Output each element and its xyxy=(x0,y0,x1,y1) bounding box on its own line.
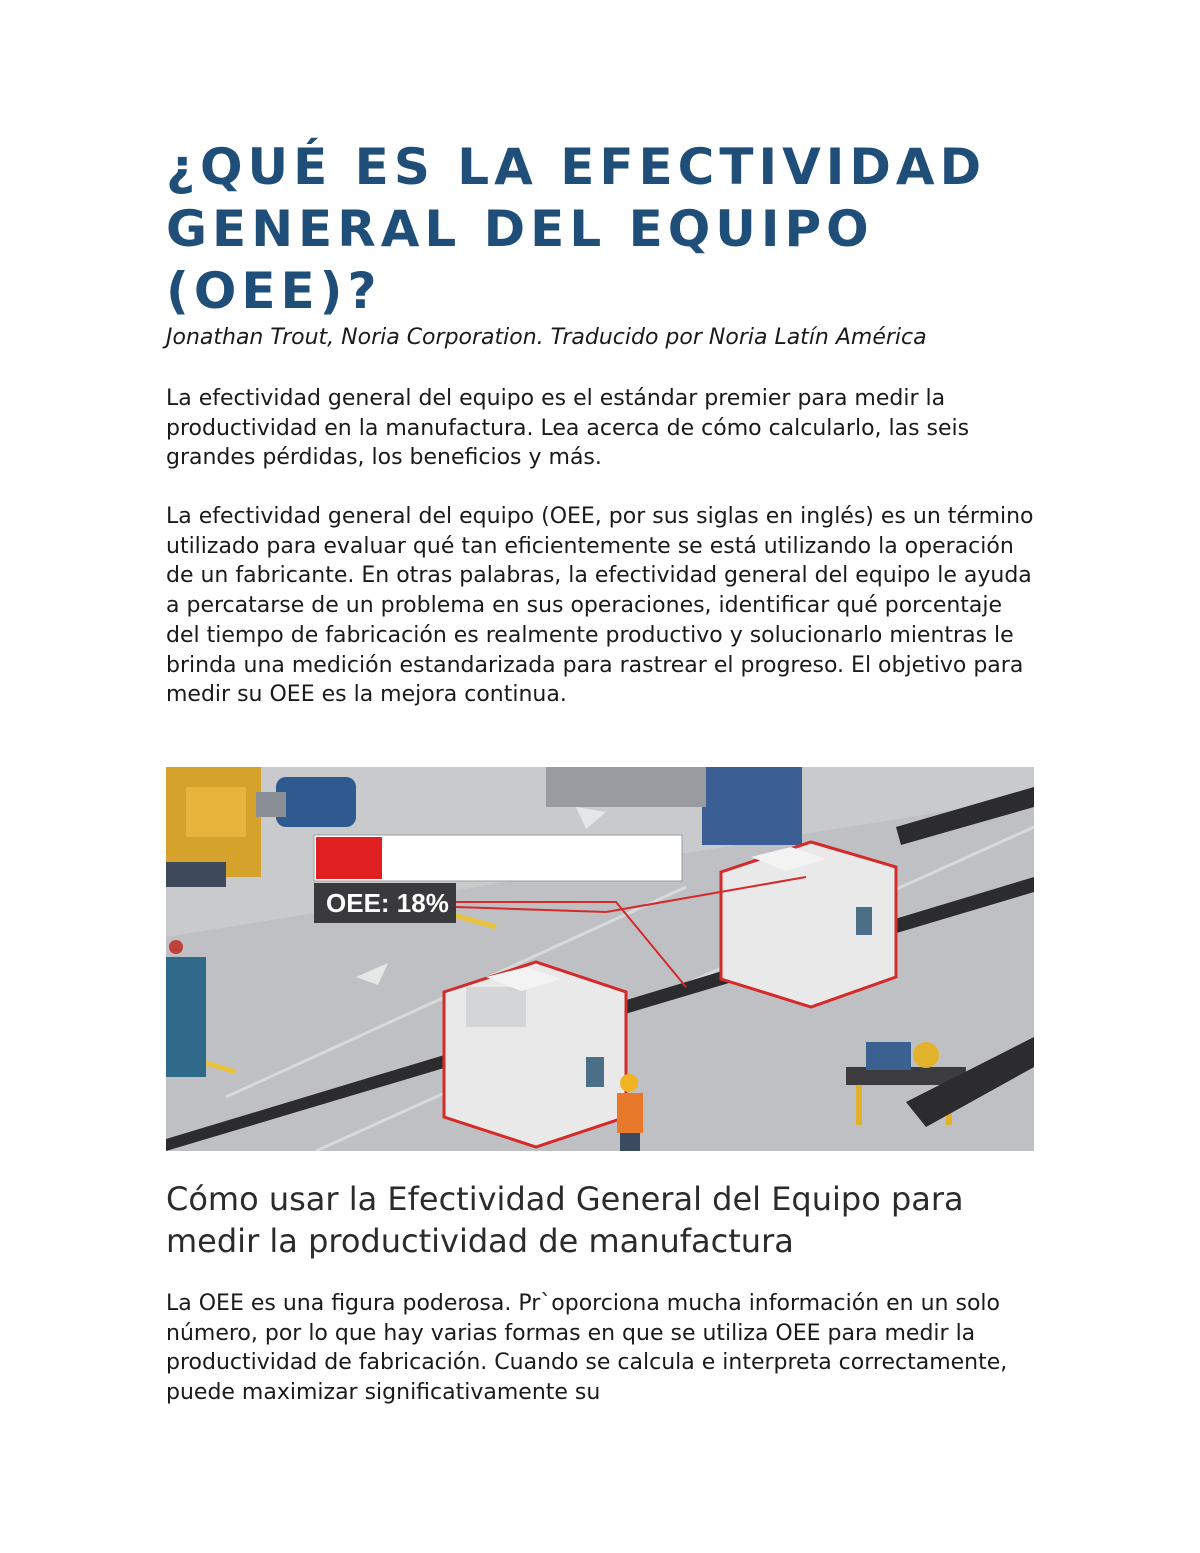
summary-paragraph: La efectividad general del equipo es el estándar premier para medir la productividad en la manufactura. Lea acerca de cómo calcularlo, las seis grandes pérdidas, los beneficios y más. xyxy=(166,386,970,471)
document-title: ¿QUÉ ES LA EFECTIVIDAD GENERAL DEL EQUIPO (OEE)? xyxy=(166,138,987,320)
oee-illustration xyxy=(166,767,1034,1151)
oee-label: OEE: 18% xyxy=(326,888,449,918)
author-line: Jonathan Trout, Noria Corporation. Traducido por Noria Latín América xyxy=(166,325,927,350)
oee-paragraph: La OEE es una figura poderosa. Pr`oporciona mucha información en un solo número, por lo que hay varias formas en que se utiliza OEE para medir la productividad de fabricación. Cuando se calcula e interpreta correctamente, puede maximizar significativamente su xyxy=(166,1291,1008,1406)
intro-paragraph: La efectividad general del equipo (OEE, por sus siglas en inglés) es un término utilizado para evaluar qué tan eficientemente se está utilizando la operación de un fabricante. En otras palabras, la efectividad general del equipo le ayuda a percatarse de un problema en sus operaciones, identificar qué porcentaje del tiempo de fabricación es realmente productivo y solucionarlo mientras le brinda una medición estandarizada para rastrear el progreso. El objetivo para medir su OEE es la mejora continua. xyxy=(166,504,1034,708)
section-heading: Cómo usar la Efectividad General del Equipo para medir la productividad de manufactura xyxy=(166,1180,964,1260)
